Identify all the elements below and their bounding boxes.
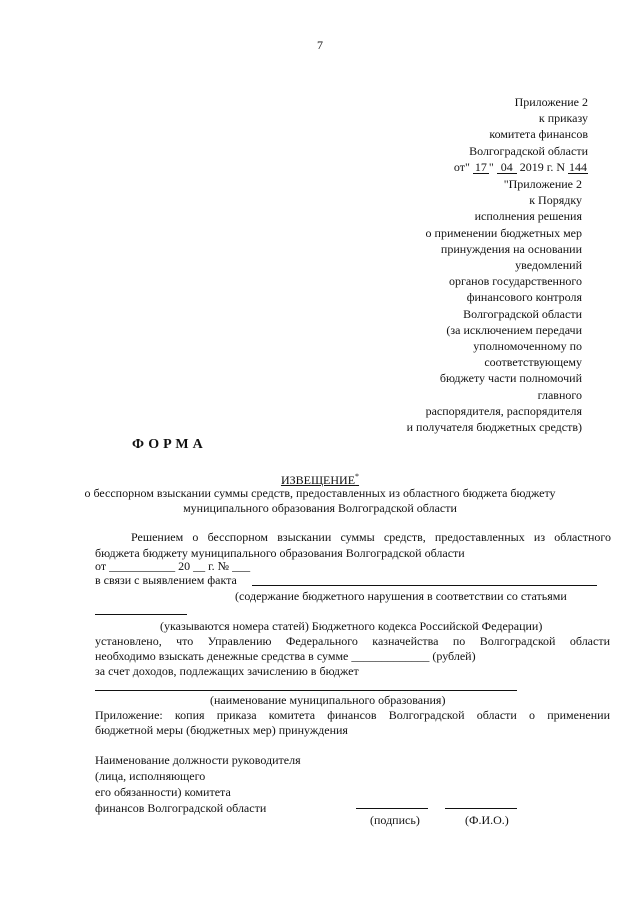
full-name-line (445, 808, 517, 809)
appendix-line: финансового контроля (466, 290, 582, 305)
collect-unit: (рублей) (432, 649, 476, 663)
income-line: за счет доходов, подлежащих зачислению в бюджет (95, 664, 359, 678)
header-line: к приказу (538, 111, 588, 126)
signatory-line: его обязанности) комитета (95, 785, 231, 799)
notice-subtitle-line: о бесспорном взыскании суммы средств, предоставленных из областного бюджета бюджету (84, 486, 556, 500)
attachment-line: бюджетной меры (бюджетных мер) принуждения (95, 723, 348, 737)
order-year: 2019 г. N (519, 159, 565, 174)
appendix-line: органов государственного (448, 274, 582, 289)
appendix-line: соответствующему (484, 355, 582, 370)
municipality-caption: (наименование муниципального образования) (210, 693, 446, 707)
order-header (368, 94, 588, 175)
order-date-line (368, 159, 588, 175)
violation-content-line (252, 585, 597, 586)
articles-line (95, 614, 187, 615)
collect-blank: _____________ (351, 649, 430, 663)
signatory-line: финансов Волгоградской области (95, 801, 267, 815)
appendix-line: распорядителя, распорядителя (425, 403, 582, 418)
appendix-line: "Приложение 2 (503, 177, 582, 191)
articles-caption: (указываются номера статей) Бюджетного кодекса Российской Федерации) (160, 619, 543, 633)
footnote-mark: * (355, 472, 360, 481)
attachment-line: Приложение: копия приказа комитета финансов Волгоградской области о применении (95, 708, 610, 722)
appendix-line: (за исключением передачи (446, 322, 582, 337)
appendix-line: уполномоченному по (473, 339, 582, 354)
collect-line (95, 649, 615, 664)
appendix-line: к Порядку (529, 193, 582, 208)
order-day: 17 (474, 159, 487, 174)
signatory-title (95, 752, 355, 816)
page-number: 7 (317, 38, 323, 52)
date-prefix: от" (453, 159, 470, 174)
signatory-line: Наименование должности руководителя (95, 753, 301, 767)
municipality-line (95, 690, 517, 691)
appendix-line: уведомлений (515, 258, 582, 273)
notice-title-text: ИЗВЕЩЕНИЕ (280, 473, 356, 487)
appendix-line: о применении бюджетных мер (425, 225, 582, 240)
appendix-line: главного (537, 387, 582, 402)
signature-line (356, 808, 428, 809)
paragraph-line: Решением о бесспорном взыскании суммы средств, предоставленных из областного (131, 530, 611, 544)
order-number: 144 (569, 159, 587, 174)
order-month: 04 (497, 161, 517, 174)
appendix-line: и получателя бюджетных средств) (406, 420, 582, 435)
appendix-block (322, 176, 582, 435)
header-line: Приложение 2 (514, 95, 588, 109)
appendix-line: принуждения на основании (440, 241, 582, 256)
collect-prefix: необходимо взыскать денежные средства в сумме (95, 649, 349, 663)
appendix-line: исполнения решения (474, 209, 582, 224)
signatory-line: (лица, исполняющего (95, 769, 206, 783)
decision-date-line: от ___________ 20 __ г. № ___ (95, 559, 251, 573)
established-line: установлено, что Управлению Федерального казначейства по Волгоградской области (95, 634, 610, 648)
fact-prefix: в связи с выявлением факта (95, 573, 237, 587)
paragraph-line: бюджета бюджету муниципального образования Волгоградской области (95, 546, 465, 560)
notice-subtitle (0, 486, 640, 516)
signature-caption: (подпись) (370, 813, 420, 827)
header-line: Волгоградской области (469, 143, 588, 158)
appendix-line: Волгоградской области (463, 306, 582, 321)
appendix-line: бюджету части полномочий (439, 371, 582, 386)
notice-subtitle-line: муниципального образования Волгоградской области (183, 501, 457, 515)
fact-caption: (содержание бюджетного нарушения в соответствии со статьями (235, 589, 567, 603)
form-label: ФОРМА (132, 437, 207, 452)
full-name-caption: (Ф.И.О.) (465, 813, 509, 827)
date-quote: " (488, 159, 494, 174)
header-line: комитета финансов (489, 127, 588, 142)
